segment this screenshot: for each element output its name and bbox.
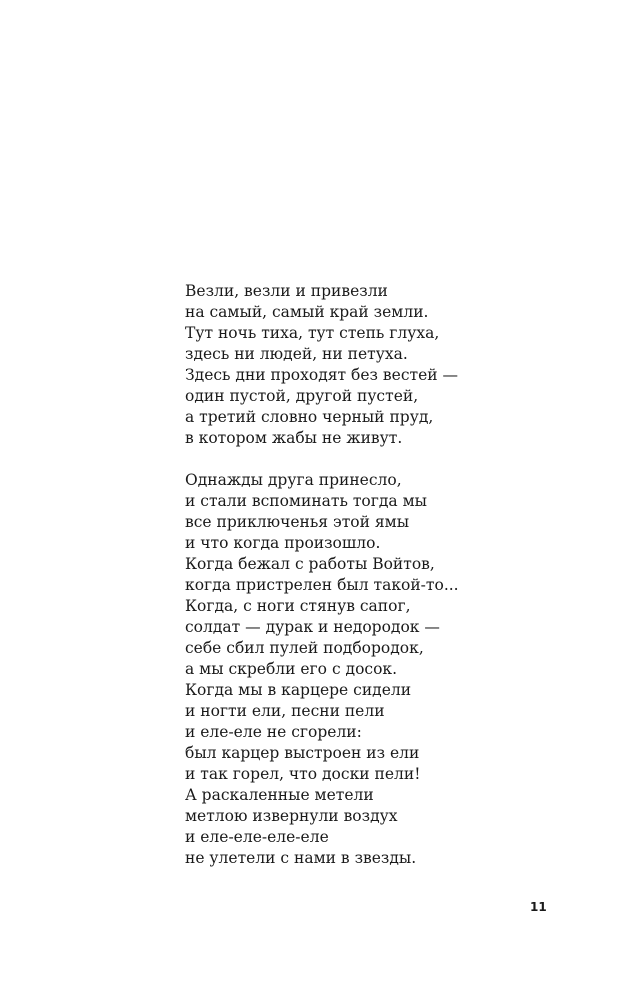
poem-line: один пустой, другой пустей, — [185, 387, 419, 405]
poem-line: Тут ночь тиха, тут степь глуха, — [185, 324, 440, 342]
poem-line: был карцер выстроен из ели — [185, 744, 420, 762]
poem-line: и еле-еле не сгорели: — [185, 723, 362, 741]
poem-line: в котором жабы не живут. — [185, 429, 403, 447]
stanza-2 — [185, 470, 625, 869]
poem-line: и ногти ели, песни пели — [185, 702, 385, 720]
poem-line: Когда бежал с работы Войтов, — [185, 555, 435, 573]
poem-line: здесь ни людей, ни петуха. — [185, 345, 408, 363]
poem-line: Везли, везли и привезли — [185, 282, 388, 300]
poem-line: и еле-еле-еле-еле — [185, 828, 329, 846]
poem-line: а третий словно черный пруд, — [185, 408, 434, 426]
poem-line: и так горел, что доски пели! — [185, 765, 421, 783]
poem-line: на самый, самый край земли. — [185, 303, 429, 321]
poem-line: солдат — дурак и недородок — — [185, 618, 440, 636]
poem-line: и стали вспоминать тогда мы — [185, 492, 427, 510]
page-number: 11 — [530, 900, 547, 914]
poem-line: Когда, с ноги стянув сапог, — [185, 597, 411, 615]
poem-line: А раскаленные метели — [185, 786, 374, 804]
poem-line: метлою извернули воздух — [185, 807, 398, 825]
poem-line: не улетели с нами в звезды. — [185, 849, 417, 867]
poem-line: Однажды друга принесло, — [185, 471, 402, 489]
poem-line: когда пристрелен был такой-то... — [185, 576, 459, 594]
poem-line: Здесь дни проходят без вестей — — [185, 366, 459, 384]
stanza-1 — [185, 281, 625, 449]
poem — [185, 281, 625, 869]
poem-line: и что когда произошло. — [185, 534, 381, 552]
poem-line: себе сбил пулей подбородок, — [185, 639, 424, 657]
poem-line: Когда мы в карцере сидели — [185, 681, 412, 699]
poem-line: все приключенья этой ямы — [185, 513, 410, 531]
poem-line: а мы скребли его с досок. — [185, 660, 398, 678]
